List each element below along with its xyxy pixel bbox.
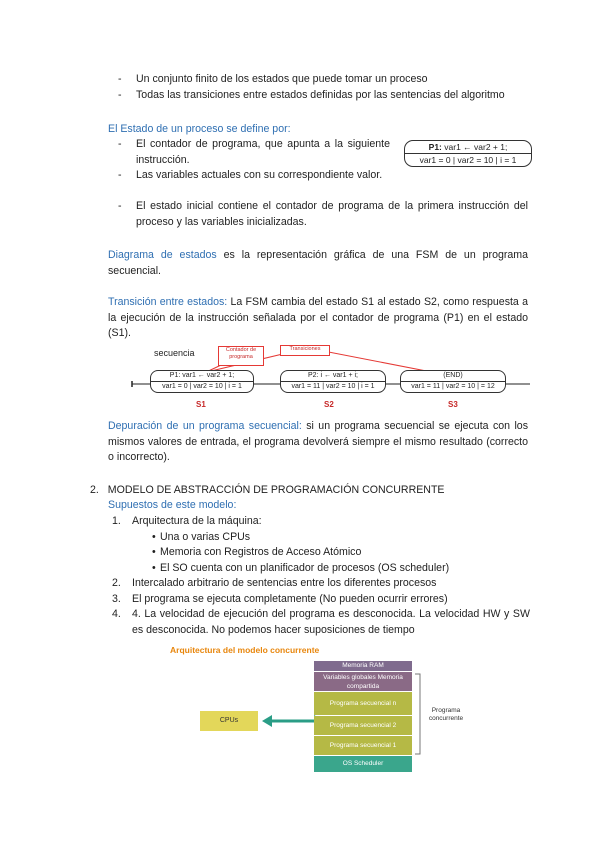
concurrent-program-label: Programa concurrente — [428, 707, 464, 722]
item-number: 3. — [112, 592, 121, 605]
state-top: P1: var1 ← var2 + 1; — [151, 371, 253, 382]
architecture-diagram — [170, 645, 470, 775]
section-heading — [90, 483, 444, 499]
item-text: 4. La velocidad de ejecución del programa es desconocida. La velocidad HW y SW es desconocida. No podemos hacer suposiciones de tiempo — [132, 608, 530, 636]
section-number: 2. — [90, 484, 99, 496]
list-item — [112, 514, 530, 576]
transicion-term: Transición entre estados: — [108, 296, 228, 308]
state-top: (END) — [401, 371, 505, 382]
state-vars: var1 = 0 | var2 = 10 | i = 1 — [419, 155, 517, 165]
item-number: 4. — [112, 608, 121, 620]
transicion-text: La FSM cambia del estado S1 al estado S2, como respuesta a la ejecución de la instrucción señalada por el contador de programa (P1) en el estado (S1). — [108, 296, 528, 339]
state-bottom: var1 = 0 | var2 = 10 | i = 1 — [162, 383, 242, 390]
item-number: 2. — [112, 577, 121, 589]
diagrama-paragraph — [108, 248, 528, 279]
depuracion-paragraph — [108, 419, 528, 466]
cpus-block: CPUs — [200, 711, 258, 731]
fsm-diagram — [130, 340, 530, 412]
list-item: - Las variables actuales con su correspondiente valor. — [108, 168, 390, 184]
list-item: - Todas las transiciones entre estados definidas por las sentencias del algoritmo — [108, 88, 538, 104]
sub-list — [132, 530, 530, 577]
architecture-title: Arquitectura del modelo concurrente — [170, 645, 320, 655]
estado-bullet-list — [108, 137, 390, 184]
sub-list-item: • Una o varias CPUs — [132, 530, 530, 546]
transicion-paragraph — [108, 295, 528, 342]
callout-counter: Contador de programa — [218, 346, 264, 366]
estado-heading: El Estado de un proceso se define por: — [108, 123, 291, 135]
state-instruction — [405, 141, 531, 154]
estado-bullet-list-cont — [108, 199, 528, 230]
state-bottom: var1 = 11 | var2 = 10 | i = 1 — [291, 383, 375, 390]
state-example-box — [404, 140, 532, 167]
os-scheduler-block: OS Scheduler — [314, 756, 412, 772]
diagrama-text: es la representación gráfica de una FSM de un programa secuencial. — [108, 249, 528, 277]
state-label-s3: S3 — [448, 400, 458, 409]
item-text: El programa se ejecuta completamente (No pueden ocurrir errores) — [132, 592, 448, 605]
secuencia-label: secuencia — [154, 348, 195, 358]
sequential-program-2: Programa secuencial 2 — [314, 716, 412, 735]
memory-ram-block: Memoria RAM — [314, 661, 412, 671]
sub-list-item: • El SO cuenta con un planificador de procesos (OS scheduler) — [132, 561, 530, 577]
item-text: Arquitectura de la máquina: — [132, 515, 262, 527]
pc-label: P1: — [428, 142, 442, 152]
shared-memory-block: Variables globales Memoria compartida — [314, 672, 412, 691]
sequential-program-n: Programa secuencial n — [314, 692, 412, 715]
callout-transitions: Transiciones — [280, 345, 330, 356]
section-title: MODELO DE ABSTRACCIÓN DE PROGRAMACIÓN CONCURRENTE — [107, 484, 445, 496]
intro-bullet-list — [108, 72, 538, 103]
list-item: - Un conjunto finito de los estados que puede tomar un proceso — [108, 72, 538, 88]
diagrama-term: Diagrama de estados — [108, 249, 217, 261]
list-item — [112, 592, 530, 608]
fsm-state-s1 — [150, 370, 254, 393]
section-subtitle: Supuestos de este modelo: — [108, 499, 237, 511]
depuracion-text: si un programa secuencial se ejecuta con los mismos valores de entrada, el programa devolverá siempre el mismo resultado (correcto o incorrecto). — [108, 420, 528, 463]
list-item — [112, 576, 530, 592]
depuracion-term: Depuración de un programa secuencial: — [108, 420, 302, 432]
sub-list-item: • Memoria con Registros de Acceso Atómico — [132, 545, 530, 561]
list-item — [112, 607, 530, 638]
instruction-text: var1 ← var2 + 1; — [444, 142, 508, 152]
state-label-s2: S2 — [324, 400, 334, 409]
state-label-s1: S1 — [196, 400, 206, 409]
item-text: Intercalado arbitrario de sentencias entre los diferentes procesos — [132, 577, 437, 589]
sequential-program-1: Programa secuencial 1 — [314, 736, 412, 755]
item-number: 1. — [112, 515, 121, 527]
list-item: - El contador de programa, que apunta a la siguiente instrucción. — [108, 137, 390, 168]
list-item: - El estado inicial contiene el contador de programa de la primera instrucción del proceso y las variables inicializadas. — [108, 199, 528, 230]
fsm-state-s3 — [400, 370, 506, 393]
state-top: P2: i ← var1 + i; — [281, 371, 385, 382]
state-bottom: var1 = 11 | var2 = 10 | = 12 — [411, 383, 495, 390]
fsm-state-s2 — [280, 370, 386, 393]
assumptions-list — [112, 514, 530, 638]
